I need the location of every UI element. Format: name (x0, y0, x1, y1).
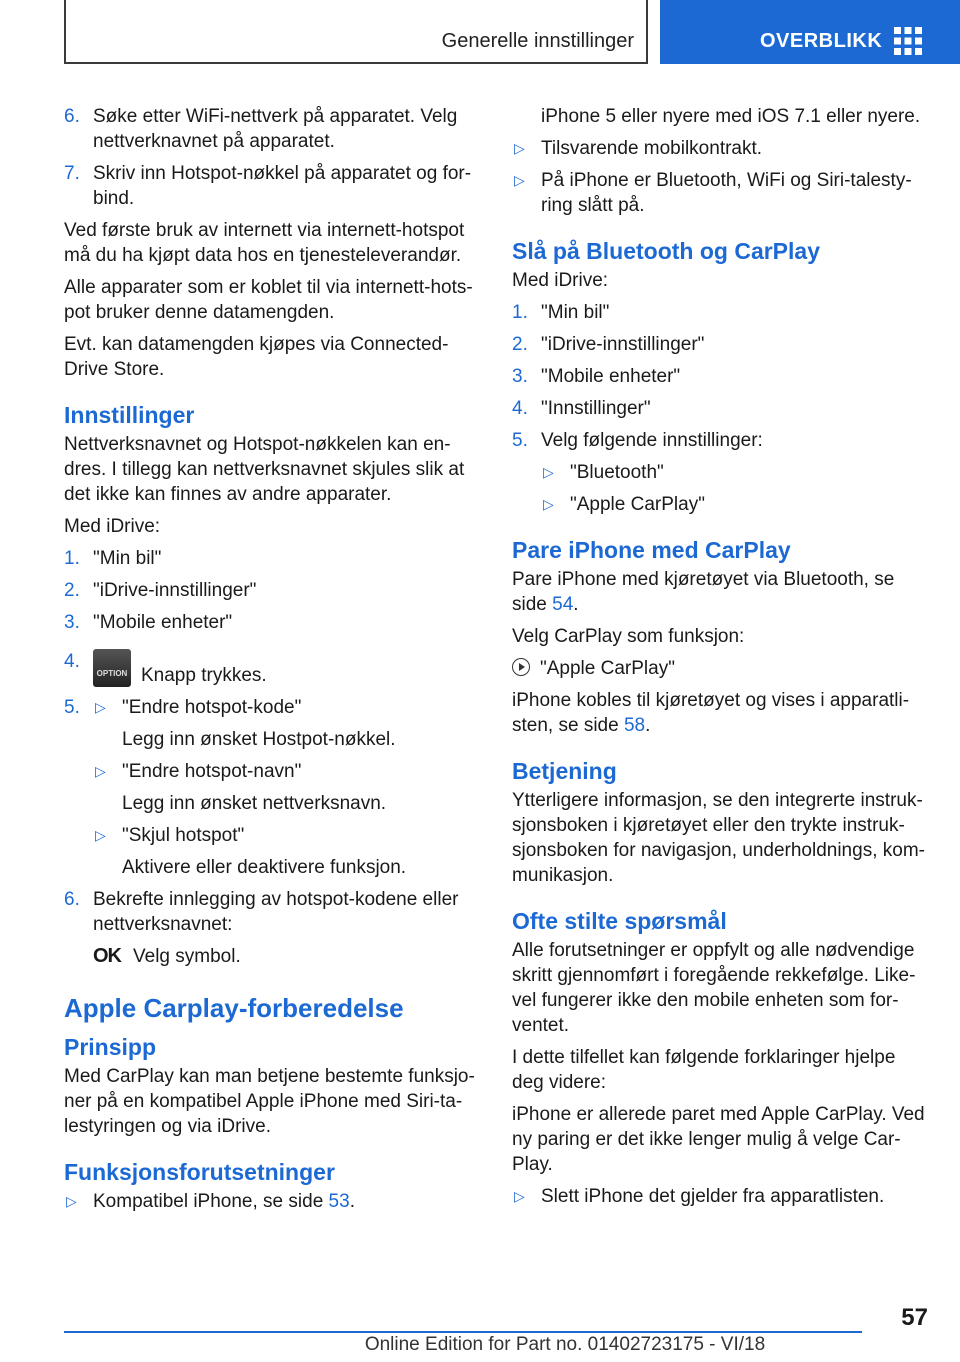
heading-faq: Ofte stilte spørsmål (512, 908, 727, 934)
play-icon (512, 658, 530, 676)
step-item: 2. "iDrive-innstillinger" (512, 334, 705, 355)
heading-operation: Betjening (512, 758, 617, 784)
bullet-item: ▷ "Endre hotspot-navn" (95, 761, 302, 782)
sub-text: Aktivere eller deaktivere funksjon. (122, 857, 407, 878)
page-link[interactable]: 53 (328, 1191, 350, 1212)
header-section-box (64, 0, 648, 64)
overview-button[interactable] (660, 0, 960, 64)
paragraph: Velg CarPlay som funksjon: (512, 626, 745, 647)
grid-icon (894, 27, 922, 55)
bullet-item: ▷ Tilsvarende mobilkontrakt. (514, 138, 763, 159)
continued-text: iPhone 5 eller nyere med iOS 7.1 eller nyere. (541, 106, 921, 127)
heading-settings: Innstillinger (64, 402, 195, 428)
paragraph: Ytterligere informasjon, se den integrerte instruk-sjonsboken i kjøretøyet eller den trykte instruk-sjonsboken for navigasjon, underholdnings, kom-munikasjon. (512, 790, 925, 886)
paragraph: Med CarPlay kan man betjene bestemte funksjo-ner på en kompatibel Apple iPhone med Siri-ta-lestyringen og via iDrive. (64, 1066, 475, 1137)
option-button-icon: OPTION (93, 649, 131, 687)
list-item: 6. Søke etter WiFi-nettverk på apparatet. Velg nettverknavnet på apparatet. (64, 106, 458, 152)
ok-icon: OK (93, 945, 121, 967)
paragraph: Evt. kan datamengden kjøpes via Connected-Drive Store. (64, 334, 449, 380)
paragraph: Ved første bruk av internett via internett-hotspot må du ha kjøpt data hos en tjenesteleverandør. (64, 220, 465, 266)
bullet-item: ▷ På iPhone er Bluetooth, WiFi og Siri-talesty-ring slått på. (514, 170, 912, 216)
step-item: 2. "iDrive-innstillinger" (64, 580, 257, 601)
heading-apple-carplay: Apple Carplay-forberedelse (64, 993, 404, 1023)
paragraph: iPhone er allerede paret med Apple CarPlay. Ved ny paring er det ikke lenger mulig å velge Car-Play. (512, 1104, 925, 1175)
footer-text: Online Edition for Part no. 01402723175 - VI/18 (364, 1334, 766, 1355)
heading-pair-iphone: Pare iPhone med CarPlay (512, 537, 791, 563)
step-item: 4. "Innstillinger" (512, 398, 651, 419)
sub-text: OK Velg symbol. (93, 945, 241, 967)
paragraph: Med iDrive: (64, 516, 161, 537)
heading-principle: Prinsipp (64, 1034, 157, 1060)
step-item: 6. Bekrefte innlegging av hotspot-kodene eller nettverksnavnet: (64, 889, 459, 935)
heading-requirements: Funksjonsforutsetninger (64, 1159, 335, 1185)
paragraph: "Apple CarPlay" (512, 656, 932, 681)
page-number: 57 (901, 1304, 928, 1331)
step-item: 1. "Min bil" (64, 548, 162, 569)
paragraph: Alle forutsetninger er oppfylt og alle nødvendige skritt gjennomført i foregående rekkefølge. Like-vel fungerer ikke den mobile enheten som for-ventet. (512, 940, 916, 1036)
overview-label: OVERBLIKK (760, 30, 883, 52)
step-item: 4. OPTION Knapp trykkes. (64, 651, 267, 686)
step-item: 5. ▷ "Endre hotspot-kode" (64, 697, 302, 718)
sub-text: Legg inn ønsket Hostpot-nøkkel. (122, 729, 396, 750)
paragraph: Nettverksnavnet og Hotspot-nøkkelen kan en-dres. I tillegg kan nettverksnavnet skjules slik at det ikke kan finnes av andre apparater. (64, 434, 465, 505)
step-item: 5. Velg følgende innstillinger: (512, 430, 763, 451)
page-link[interactable]: 54 (552, 594, 574, 615)
page-link[interactable]: 58 (623, 715, 646, 736)
paragraph: Pare iPhone med kjøretøyet via Bluetooth, se side 54. (512, 569, 895, 615)
step-item: 3. "Mobile enheter" (512, 366, 681, 387)
header-section-title: Generelle innstillinger (441, 30, 634, 52)
sub-text: Legg inn ønsket nettverksnavn. (122, 793, 387, 814)
bullet-item: ▷ "Skjul hotspot" (95, 825, 245, 846)
paragraph: Med iDrive: (512, 270, 609, 291)
step-item: 3. "Mobile enheter" (64, 612, 233, 633)
right-column (512, 104, 932, 1216)
heading-bluetooth-carplay: Slå på Bluetooth og CarPlay (512, 238, 820, 264)
paragraph: iPhone kobles til kjøretøyet og vises i apparatli-sten, se side 58. (512, 690, 910, 736)
left-column (64, 104, 484, 1221)
step-item: 1. "Min bil" (512, 302, 610, 323)
list-item: 7. Skriv inn Hotspot-nøkkel på apparatet og for-bind. (64, 163, 472, 209)
bullet-item: ▷ "Apple CarPlay" (543, 494, 705, 515)
paragraph: Alle apparater som er koblet til via internett-hots-pot bruker denne datamengden. (64, 277, 473, 323)
footer-divider (64, 1331, 862, 1333)
paragraph: I dette tilfellet kan følgende forklaringer hjelpe deg videre: (512, 1047, 896, 1093)
bullet-item: ▷ "Bluetooth" (543, 462, 664, 483)
bullet-item: ▷ Slett iPhone det gjelder fra apparatlisten. (514, 1186, 885, 1207)
bullet-item: ▷ Kompatibel iPhone, se side 53. (66, 1191, 355, 1212)
